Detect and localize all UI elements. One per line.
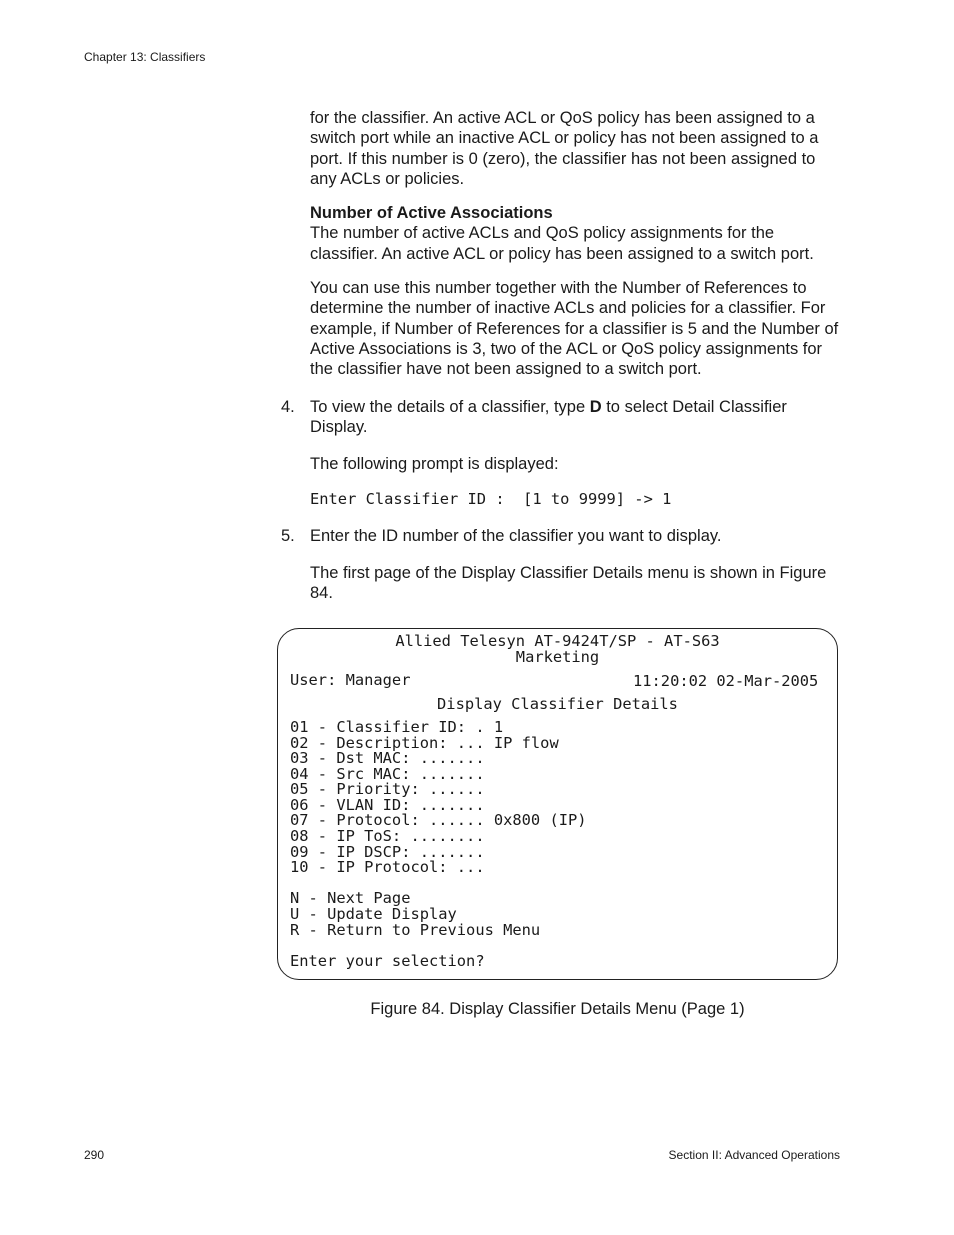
step-4-number: 4. <box>281 398 295 416</box>
menu-item-dst-mac: 03 - Dst MAC: ....... <box>290 749 485 767</box>
screen-user: User: Manager <box>290 671 411 689</box>
step-5-text: Enter the ID number of the classifier you want to display. <box>310 527 722 545</box>
selection-prompt: Enter your selection? <box>290 952 485 970</box>
menu-item-src-mac: 04 - Src MAC: ....... <box>290 765 485 783</box>
screen-subtitle: Marketing <box>515 648 600 666</box>
running-header: Chapter 13: Classifiers <box>84 50 206 64</box>
option-return-previous: R - Return to Previous Menu <box>290 921 541 939</box>
menu-item-classifier-id: 01 - Classifier ID: . 1 <box>290 718 504 736</box>
footer-section: Section II: Advanced Operations <box>668 1148 840 1162</box>
step-4-key: D <box>589 398 602 416</box>
option-update-display: U - Update Display <box>290 905 457 923</box>
menu-item-priority: 05 - Priority: ...... <box>290 780 485 798</box>
figure-intro: The first page of the Display Classifier Details menu is shown in Figure 84. <box>310 564 827 603</box>
step-4-text <box>310 397 840 438</box>
page-number: 290 <box>84 1148 105 1162</box>
menu-item-ip-dscp: 09 - IP DSCP: ....... <box>290 843 485 861</box>
menu-item-ip-tos: 08 - IP ToS: ........ <box>290 827 485 845</box>
menu-item-protocol: 07 - Protocol: ...... 0x800 (IP) <box>290 811 587 829</box>
screen-title: Allied Telesyn AT-9424T/SP - AT-S63 <box>395 632 720 650</box>
figure-caption: Figure 84. Display Classifier Details Menu (Page 1) <box>370 1000 745 1018</box>
screen-datetime: 11:20:02 02-Mar-2005 <box>633 672 819 690</box>
step-5-number: 5. <box>281 527 295 545</box>
menu-item-ip-protocol: 10 - IP Protocol: ... <box>290 858 485 876</box>
step-4-pre: To view the details of a classifier, type <box>310 398 590 416</box>
screen-menu-title: Display Classifier Details <box>437 695 678 713</box>
classifier-id-prompt: Enter Classifier ID : [1 to 9999] -> 1 <box>310 490 672 508</box>
prompt-intro: The following prompt is displayed: <box>310 455 559 473</box>
paragraph-classifier-continued: for the classifier. An active ACL or QoS policy has been assigned to a switch port while an inactive ACL or policy has not been assigned to a port. If this number is 0 (zero), the classifier has not been assigned to any ACLs or policies. <box>310 109 819 188</box>
paragraph-use-number: You can use this number together with the Number of References to determine the number of inactive ACLs and policies for a classifier. For example, if Number of References for a classifier is 5 and the Number of Active Associations is 3, two of the ACL or QoS policy assignments for the classifier have not been assigned to a switch port. <box>310 279 839 379</box>
active-associations-block <box>310 203 840 264</box>
menu-item-description: 02 - Description: ... IP flow <box>290 734 559 752</box>
menu-item-vlan-id: 06 - VLAN ID: ....... <box>290 796 485 814</box>
active-associations-heading: Number of Active Associations <box>310 204 553 222</box>
step-4-post: to select Detail Classifier Display. <box>310 398 787 437</box>
option-next-page: N - Next Page <box>290 889 411 907</box>
active-associations-text: The number of active ACLs and QoS policy assignments for the classifier. An active ACL or policy has been assigned to a switch port. <box>310 224 814 263</box>
